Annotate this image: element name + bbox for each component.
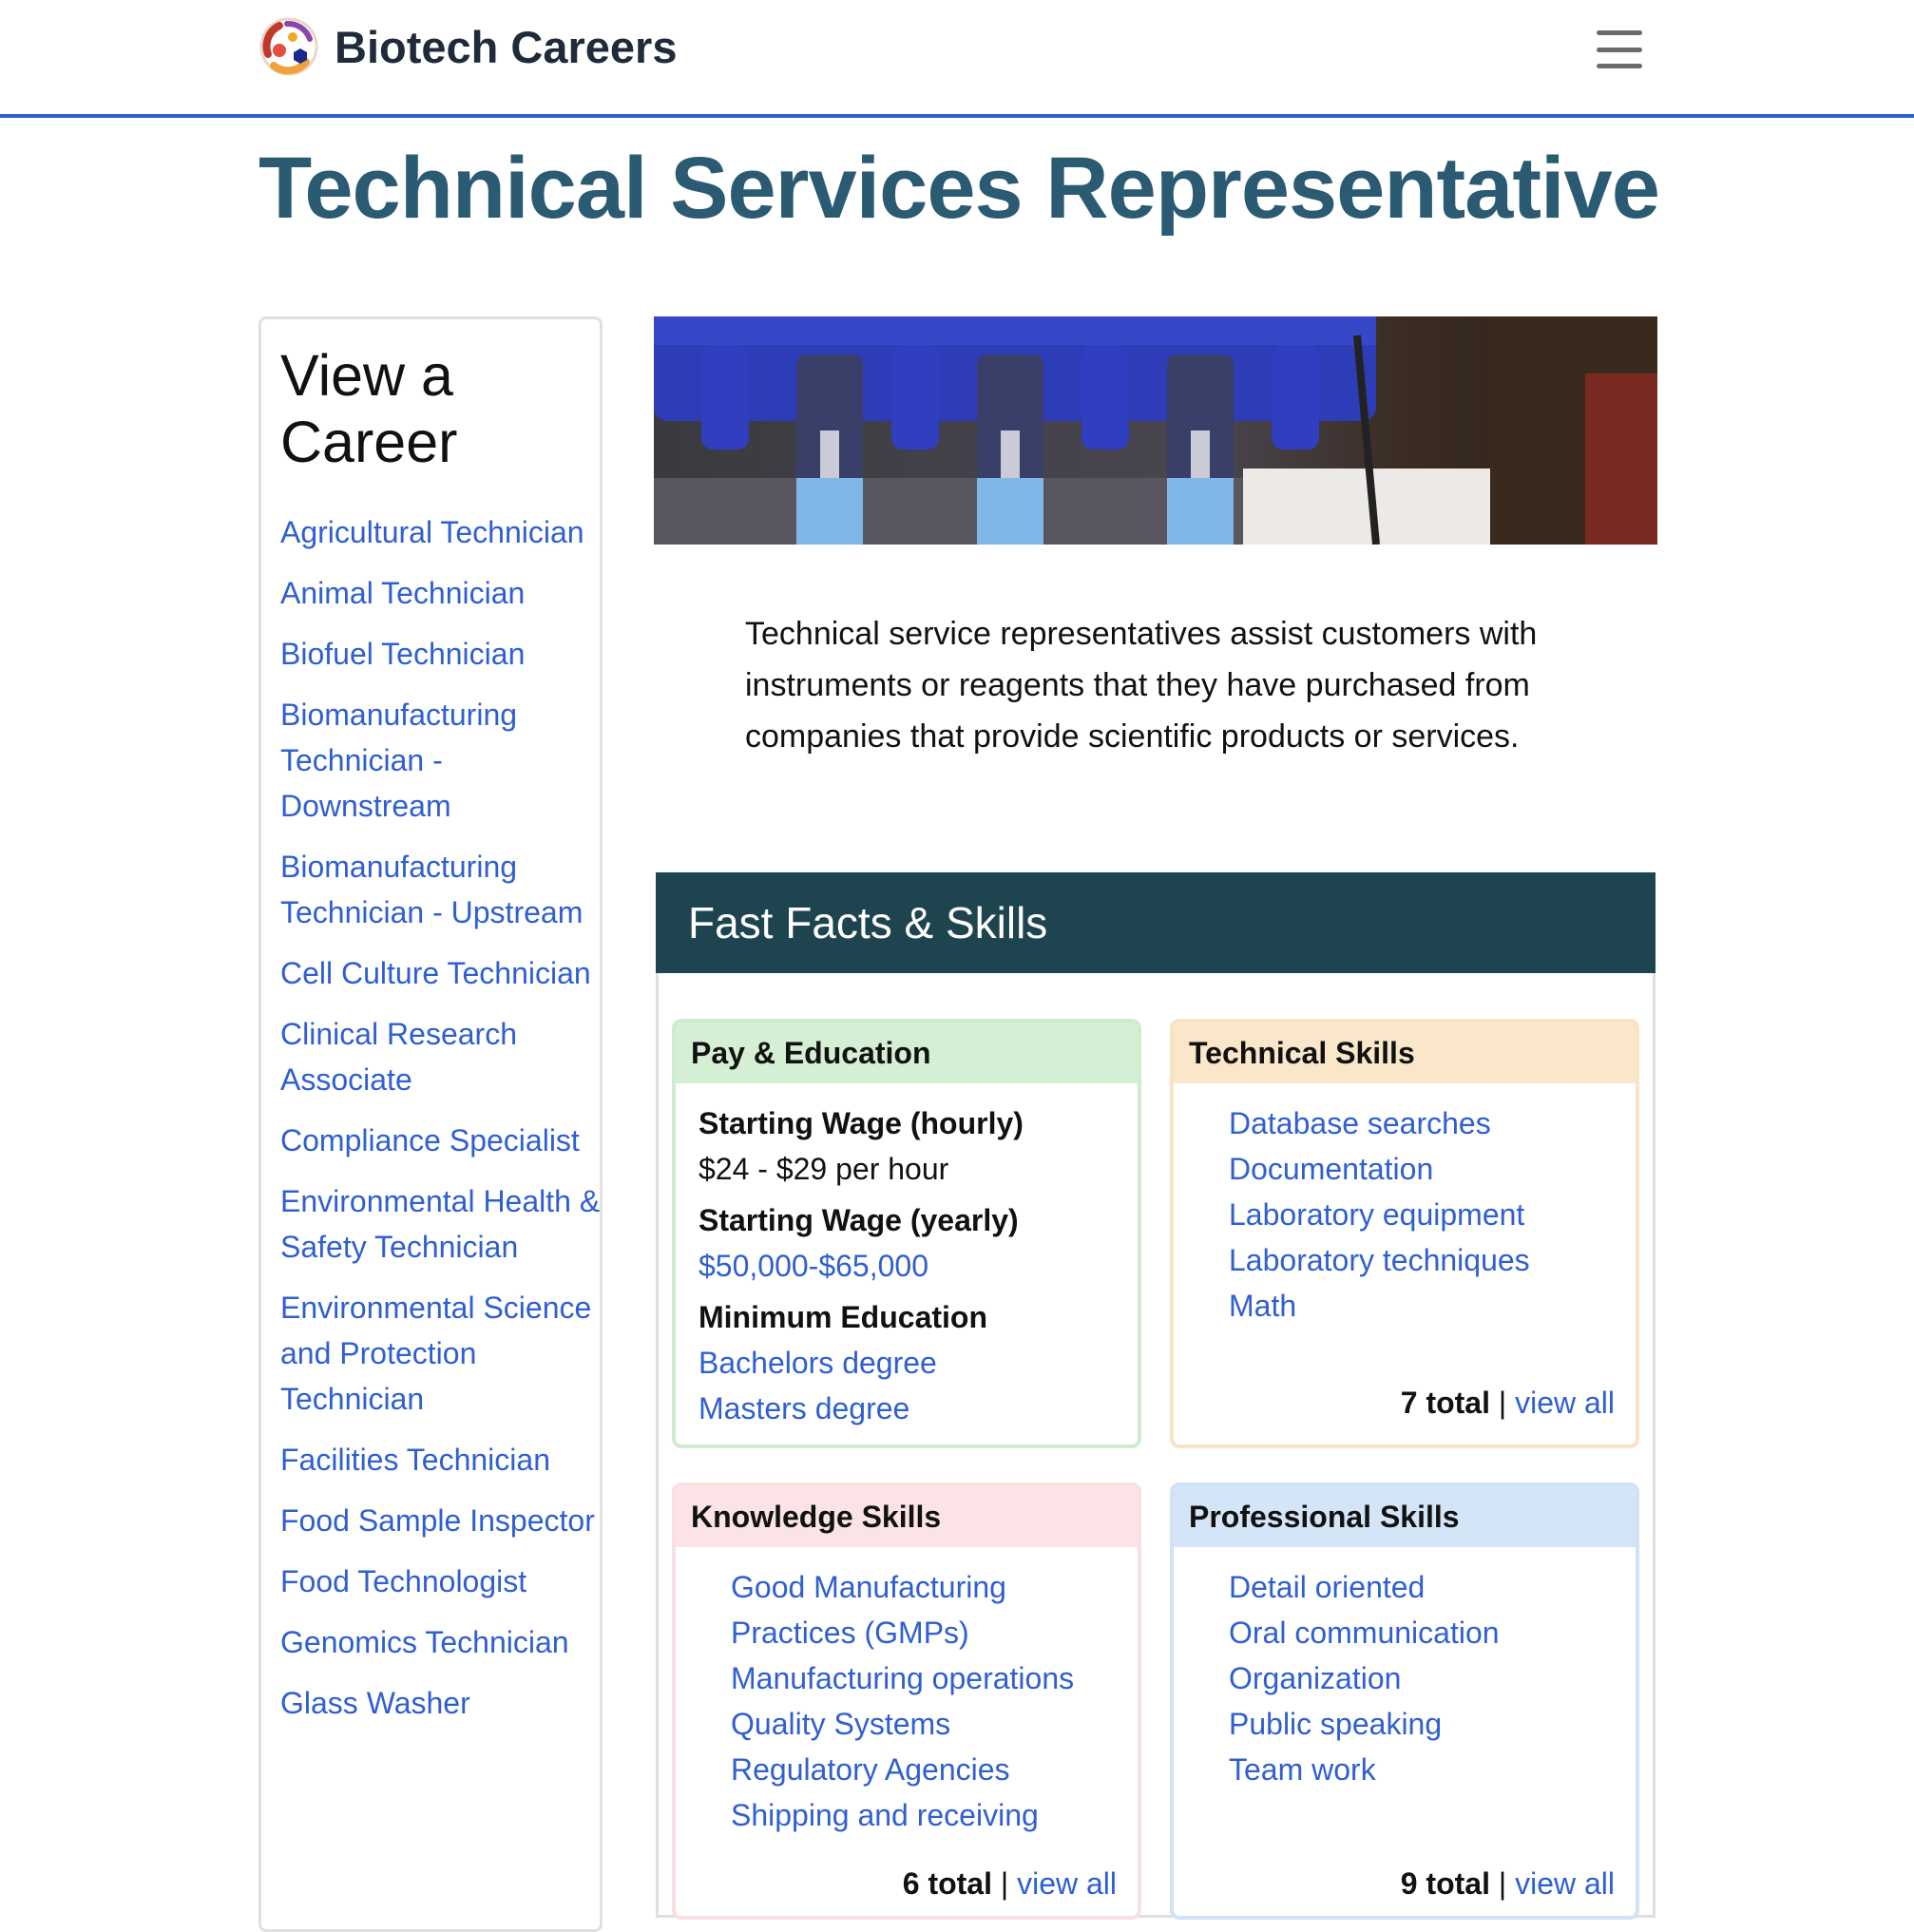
brand-link[interactable] (258, 13, 678, 80)
view-all-link[interactable]: view all (1515, 1386, 1615, 1420)
min-education-label: Minimum Education (699, 1300, 987, 1334)
career-description: Technical service representatives assist customers with instruments or reagents that they have purchased from companies that provide scientific products or services. (745, 616, 1538, 755)
technical-skills-list (1196, 1100, 1613, 1329)
skill-link[interactable]: Manufacturing operations (731, 1661, 1075, 1695)
view-all-link[interactable]: view all (1515, 1866, 1615, 1901)
technical-skills-footer: 7 total | view all (1400, 1386, 1615, 1420)
hero-image (654, 316, 1657, 545)
knowledge-skills-list (699, 1564, 1115, 1838)
career-link[interactable]: Glass Washer (280, 1686, 470, 1720)
hourly-wage-value: $24 - $29 per hour (699, 1152, 949, 1186)
skill-link[interactable]: Quality Systems (731, 1707, 951, 1741)
skill-link[interactable]: Laboratory equipment (1229, 1197, 1525, 1232)
page-title: Technical Services Representative (258, 140, 1659, 237)
skill-link[interactable]: Public speaking (1229, 1707, 1443, 1741)
brand-name: Biotech Careers (335, 21, 678, 72)
career-link[interactable]: Cell Culture Technician (280, 956, 591, 990)
skill-link[interactable]: Organization (1229, 1661, 1402, 1695)
career-link[interactable]: Agricultural Technician (280, 515, 584, 549)
fast-facts-title: Fast Facts & Skills (656, 872, 1656, 973)
skill-link[interactable]: Math (1229, 1289, 1297, 1323)
hamburger-menu-icon[interactable] (1597, 30, 1642, 68)
skill-link[interactable]: Regulatory Agencies (731, 1752, 1010, 1787)
technical-skills-card (1170, 1019, 1639, 1448)
career-link[interactable]: Genomics Technician (280, 1625, 569, 1659)
professional-skills-card (1170, 1482, 1639, 1920)
view-all-link[interactable]: view all (1017, 1866, 1117, 1901)
skills-total: 9 total (1400, 1866, 1490, 1901)
skill-link[interactable]: Shipping and receiving (731, 1798, 1039, 1832)
skill-link[interactable]: Documentation (1229, 1152, 1434, 1186)
knowledge-skills-card (672, 1482, 1141, 1920)
fast-facts-panel (656, 872, 1656, 1918)
career-link[interactable]: Food Sample Inspector (280, 1503, 595, 1538)
skill-link[interactable]: Good Manufacturing Practices (GMPs) (731, 1570, 1006, 1650)
professional-skills-title: Professional Skills (1174, 1486, 1636, 1547)
career-link[interactable]: Biofuel Technician (280, 637, 526, 671)
skill-link[interactable]: Database searches (1229, 1106, 1491, 1140)
skills-total: 7 total (1400, 1386, 1490, 1420)
skills-total: 6 total (902, 1866, 992, 1901)
sidebar-heading: View a Career (280, 343, 458, 474)
knowledge-skills-title: Knowledge Skills (676, 1486, 1138, 1547)
pay-education-card (672, 1019, 1141, 1448)
skill-link[interactable]: Laboratory techniques (1229, 1243, 1530, 1277)
career-link[interactable]: Environmental Science and Protection Technician (280, 1291, 592, 1416)
pay-education-title: Pay & Education (676, 1023, 1138, 1083)
career-link[interactable]: Facilities Technician (280, 1443, 550, 1477)
molecule-logo-icon (258, 16, 319, 77)
career-link[interactable]: Biomanufacturing Technician - Downstream (280, 698, 518, 823)
hourly-wage-label: Starting Wage (hourly) (699, 1106, 1024, 1140)
career-link[interactable]: Environmental Health & Safety Technician (280, 1184, 601, 1264)
skill-link[interactable]: Oral communication (1229, 1616, 1500, 1650)
skill-link[interactable]: Detail oriented (1229, 1570, 1426, 1604)
knowledge-skills-footer: 6 total | view all (902, 1866, 1117, 1901)
yearly-wage-label: Starting Wage (yearly) (699, 1203, 1019, 1237)
technical-skills-title: Technical Skills (1174, 1023, 1636, 1083)
professional-skills-list (1196, 1564, 1613, 1792)
career-link[interactable]: Food Technologist (280, 1564, 527, 1598)
career-link[interactable]: Animal Technician (280, 576, 526, 610)
career-link[interactable]: Compliance Specialist (280, 1123, 580, 1157)
education-link[interactable]: Bachelors degree (699, 1346, 937, 1380)
professional-skills-footer: 9 total | view all (1400, 1866, 1615, 1901)
career-link[interactable]: Biomanufacturing Technician - Upstream (280, 850, 584, 929)
education-link[interactable]: Masters degree (699, 1391, 910, 1425)
top-navbar (0, 0, 1914, 118)
yearly-wage-link[interactable]: $50,000-$65,000 (699, 1249, 928, 1283)
pipette-photo (654, 316, 1657, 545)
skill-link[interactable]: Team work (1229, 1752, 1376, 1787)
career-sidebar (258, 316, 603, 1932)
career-list (280, 509, 603, 1726)
career-link[interactable]: Clinical Research Associate (280, 1017, 517, 1097)
